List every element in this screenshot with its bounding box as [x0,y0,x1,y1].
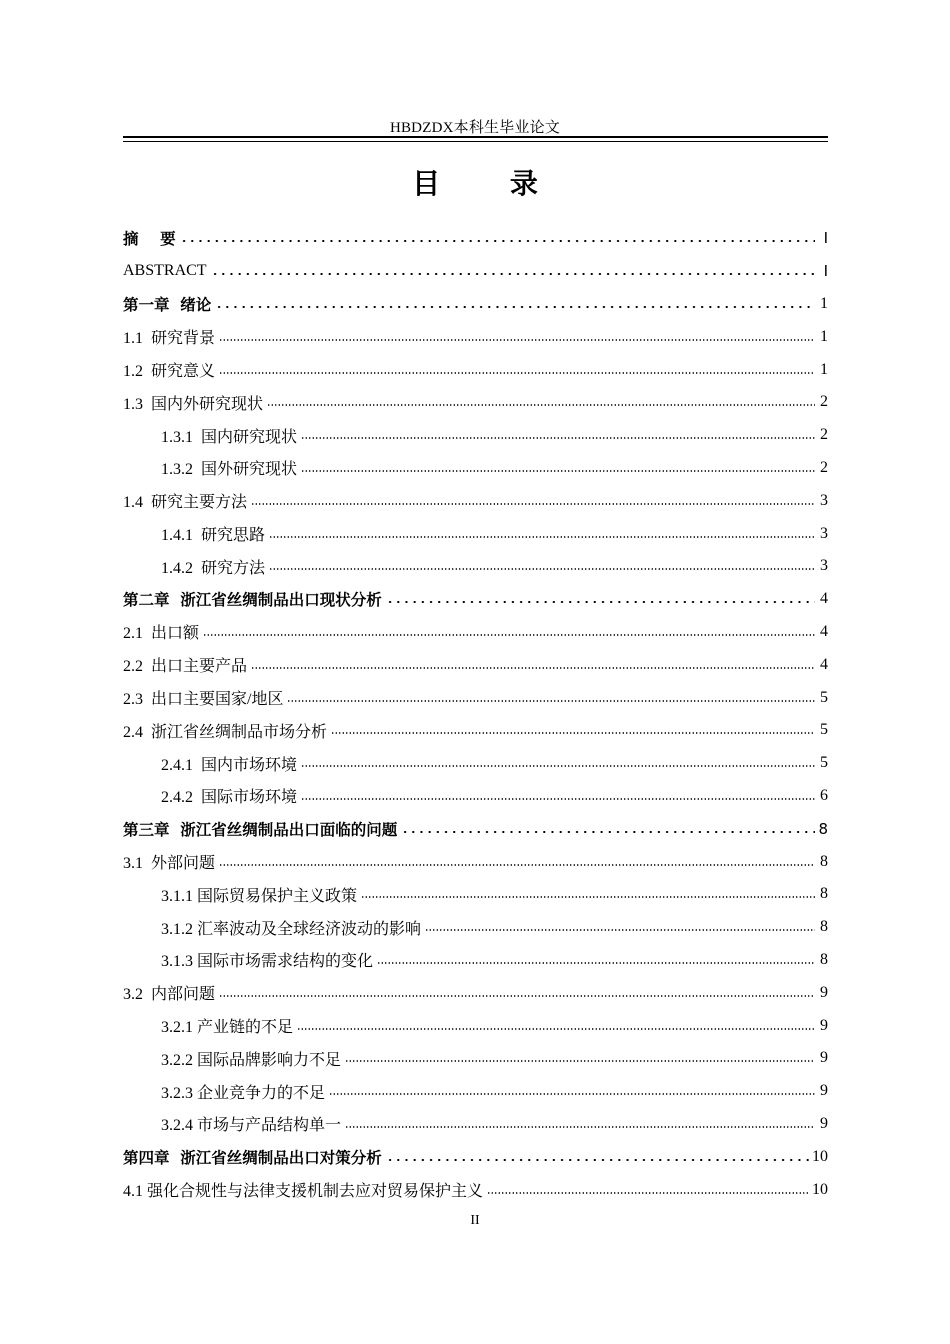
toc-entry-page: I [823,229,828,248]
toc-entry-label: 第一章 绪论 [123,295,212,314]
toc-entry-label: 1.2 研究意义 [123,363,216,381]
header-rule [123,136,828,142]
footer-page-number: II [470,1213,480,1228]
toc-entry-label: 第四章 浙江省丝绸制品出口对策分析 [123,1148,382,1167]
toc-entry[interactable] [123,550,828,583]
toc-entry[interactable] [123,1140,828,1173]
toc-entry[interactable] [123,452,828,485]
toc-entry-page: 2 [820,393,828,411]
toc-entry[interactable] [123,812,828,845]
toc-entry-label: 2.4.1 国内市场环境 [161,756,298,774]
toc-dot-leader [251,660,815,676]
toc-entry-label: 3.1.2 汇率波动及全球经济波动的影响 [161,920,422,938]
toc-entry-page: 1 [820,294,828,312]
toc-dot-leader [401,824,815,840]
toc-entry-label: 2.4 浙江省丝绸制品市场分析 [123,723,328,741]
toc-dot-leader [269,529,815,545]
toc-entry[interactable] [123,517,828,550]
toc-entry-label: 3.2.4 市场与产品结构单一 [161,1117,342,1135]
toc-dot-leader [386,1152,809,1168]
toc-dot-leader [331,725,815,741]
toc-entry[interactable] [123,419,828,452]
toc-entry[interactable] [123,714,828,747]
toc-entry[interactable] [123,976,828,1009]
toc-entry-page: 6 [820,786,828,804]
toc-entry-page: 3 [820,557,828,575]
toc-dot-leader [215,299,815,315]
toc-entry[interactable] [123,780,828,813]
toc-entry[interactable] [123,878,828,911]
toc-entry-page: 9 [820,1016,828,1034]
toc-title: 目 录 [412,167,568,200]
toc-dot-leader [269,561,815,577]
toc-entry[interactable] [123,1042,828,1075]
toc-entry[interactable] [123,484,828,517]
toc-entry-label: 2.2 出口主要产品 [123,658,248,676]
toc-dot-leader [287,693,815,709]
toc-entry-label: 第二章 浙江省丝绸制品出口现状分析 [123,591,382,610]
toc-dot-leader [487,1185,809,1201]
toc-entry-page: 5 [820,721,828,739]
toc-entry-page: 4 [820,590,828,608]
toc-entry-page: 1 [820,327,828,345]
toc-entry[interactable] [123,386,828,419]
toc-entry[interactable] [123,944,828,977]
toc-entry-page: 10 [812,1147,828,1165]
toc-entry[interactable] [123,648,828,681]
toc-dot-leader [211,266,815,282]
toc-entry-label: 3.2.2 国际品牌影响力不足 [161,1051,342,1069]
toc-entry-label: 2.4.2 国际市场环境 [161,789,298,807]
toc-entry[interactable] [123,1173,828,1206]
toc-dot-leader [267,397,815,413]
toc-entry[interactable] [123,747,828,780]
toc-entry[interactable] [123,255,828,288]
toc-dot-leader [329,1086,815,1102]
toc-entry-label: 摘 要 [123,230,176,249]
toc-dot-leader [219,332,815,348]
toc-dot-leader [301,791,815,807]
toc-dot-leader [361,889,815,905]
toc-entry-page: 8 [820,885,828,903]
toc-entry-page: 9 [820,1082,828,1100]
toc-entry[interactable] [123,845,828,878]
toc-entry[interactable] [123,616,828,649]
toc-entry-label: 1.3 国内外研究现状 [123,395,264,413]
toc-entry[interactable] [123,222,828,255]
toc-entry-page: I [823,262,828,281]
toc-entry[interactable] [123,1009,828,1042]
toc-entry-page: 2 [820,426,828,444]
toc-entry[interactable] [123,320,828,353]
toc-entry-label: 1.3.2 国外研究现状 [161,461,298,479]
toc-entry-page: 9 [820,1114,828,1132]
toc-entry-page: 8 [820,950,828,968]
toc-dot-leader [301,430,815,446]
toc-entry[interactable] [123,1075,828,1108]
toc-entry-label: 3.1 外部问题 [123,855,216,873]
toc-entry-label: 3.1.1 国际贸易保护主义政策 [161,887,358,905]
toc-entry-label: 1.4 研究主要方法 [123,494,248,512]
toc-entry-label: 1.4.1 研究思路 [161,527,266,545]
toc-entry-label: 3.1.3 国际市场需求结构的变化 [161,953,374,971]
toc-entry[interactable] [123,583,828,616]
toc-entry[interactable] [123,1108,828,1141]
toc-dot-leader [251,496,815,512]
toc-entry[interactable] [123,911,828,944]
toc-entry-page: 9 [820,983,828,1001]
toc-entry[interactable] [123,288,828,321]
toc-entry-label: 第三章 浙江省丝绸制品出口面临的问题 [123,820,398,839]
toc-dot-leader [386,594,815,610]
toc-entry-page: 3 [820,524,828,542]
toc-entry[interactable] [123,681,828,714]
toc-dot-leader [203,627,815,643]
toc-entry-page: 3 [820,491,828,509]
toc-entry-label: 2.3 出口主要国家/地区 [123,691,284,709]
toc-dot-leader [219,857,815,873]
toc-dot-leader [219,365,815,381]
toc-entry-page: 2 [820,458,828,476]
toc-entry-label: ABSTRACT [123,262,207,280]
toc-entry-label: 3.2 内部问题 [123,986,216,1004]
toc-entry-page: 1 [820,360,828,378]
toc-entry-page: 10 [812,1180,828,1198]
toc-entry-page: 4 [820,655,828,673]
toc-entry-label: 2.1 出口额 [123,625,200,643]
toc-entry-page: 8 [820,852,828,870]
toc-entry-label: 1.4.2 研究方法 [161,559,266,577]
toc-entry-label: 4.1 强化合规性与法律支援机制去应对贸易保护主义 [123,1183,484,1200]
toc-entry-page: 5 [820,754,828,772]
running-header: HBDZDX本科生毕业论文 [389,120,561,136]
toc-dot-leader [345,1053,815,1069]
toc-dot-leader [180,233,815,249]
toc-entry[interactable] [123,353,828,386]
toc-dot-leader [345,1119,815,1135]
toc-entry-page: 9 [820,1049,828,1067]
toc-dot-leader [301,463,815,479]
toc-entry-label: 3.2.3 企业竞争力的不足 [161,1084,326,1102]
toc-entry-page: 8 [818,819,828,838]
toc-dot-leader [297,1021,815,1037]
toc-entry-label: 3.2.1 产业链的不足 [161,1019,294,1037]
toc-entry-label: 1.3.1 国内研究现状 [161,428,298,446]
toc-dot-leader [377,955,815,971]
toc-entry-label: 1.1 研究背景 [123,330,216,348]
toc-dot-leader [425,922,815,938]
toc-entry-page: 4 [820,622,828,640]
toc-entry-page: 8 [820,918,828,936]
toc-dot-leader [219,988,815,1004]
toc-dot-leader [301,758,815,774]
table-of-contents [123,222,828,1206]
toc-entry-page: 5 [820,688,828,706]
